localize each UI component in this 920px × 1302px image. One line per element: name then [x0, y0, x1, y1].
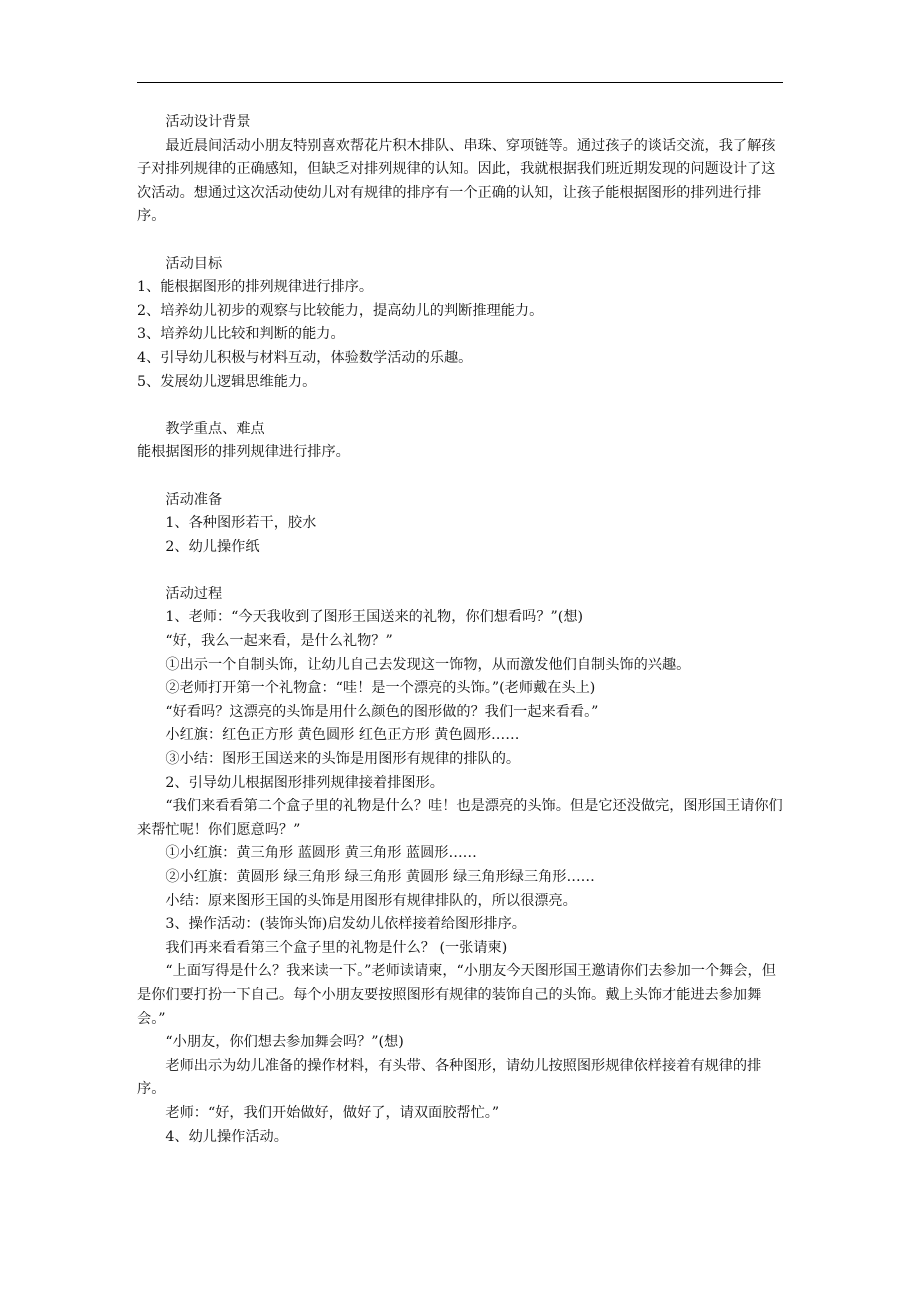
document-body	[137, 111, 783, 1149]
process-line: ①小红旗：黄三角形 蓝圆形 黄三角形 蓝圆形……	[165, 845, 477, 862]
process-line: 小红旗：红色正方形 黄色圆形 红色正方形 黄色圆形……	[165, 727, 520, 744]
section-heading-background: 活动设计背景	[165, 114, 251, 130]
process-line: ③小结：图形王国送来的头饰是用图形有规律的排队的。	[165, 751, 521, 768]
key-points-text: 能根据图形的排列规律进行排序。	[137, 444, 350, 461]
process-line: “好，我么一起来看，是什么礼物？”	[165, 633, 393, 650]
goal-item: 2、培养幼儿初步的观察与比较能力，提高幼儿的判断推理能力。	[137, 302, 544, 319]
section-heading-key-points: 教学重点、难点	[165, 420, 265, 437]
process-line: 2、引导幼儿根据图形排列规律接着排图形。	[165, 774, 444, 791]
process-line: “上面写得是什么？我来读一下。”老师读请柬，“小朋友今天图形国王邀请你们去参加一个舞会，但是你们要打扮一下自己。每个小朋友要按照图形有规律的装饰自己的头饰。戴上头饰才能进去参加舞会。”	[137, 963, 776, 1027]
process-line: “好看吗？这漂亮的头饰是用什么颜色的图形做的？我们一起来看看。”	[165, 703, 599, 720]
process-line: “我们来看看第二个盒子里的礼物是什么？哇！也是漂亮的头饰。但是它还没做完，图形国王请你们来帮忙呢！你们愿意吗？”	[137, 798, 783, 838]
process-line: 3、操作活动：(装饰头饰)启发幼儿依样接着给图形排序。	[165, 916, 526, 933]
background-paragraph: 最近晨间活动小朋友特别喜欢帮花片积木排队、串珠、穿项链等。通过孩子的谈话交流，我了解孩子对排列规律的正确感知，但缺乏对排列规律的认知。因此，我就根据我们班近期发现的问题设计了这次活动。想通过这次活动使幼儿对有规律的排序有一个正确的认知，让孩子能根据图形的排列进行排序。	[137, 137, 776, 225]
section-heading-preparation: 活动准备	[165, 491, 223, 508]
goal-item: 3、培养幼儿比较和判断的能力。	[137, 326, 345, 343]
process-line: 我们再来看看第三个盒子里的礼物是什么？ (一张请柬)	[165, 939, 508, 956]
process-line: ②小红旗：黄圆形 绿三角形 绿三角形 黄圆形 绿三角形绿三角形……	[165, 869, 595, 885]
prep-item: 1、各种图形若干，胶水	[165, 515, 317, 532]
prep-item: 2、幼儿操作纸	[165, 538, 260, 555]
process-line: ①出示一个自制头饰，让幼儿自己去发现这一饰物，从而激发他们自制头饰的兴趣。	[165, 656, 691, 673]
section-heading-goals: 活动目标	[165, 255, 223, 272]
goal-item: 1、能根据图形的排列规律进行排序。	[137, 279, 374, 296]
process-line: 4、幼儿操作活动。	[165, 1128, 288, 1145]
goal-item: 4、引导幼儿积极与材料互动，体验数学活动的乐趣。	[137, 349, 473, 366]
process-line: 老师：“好，我们开始做好，做好了，请双面胶帮忙。”	[165, 1104, 500, 1121]
header-rule	[137, 82, 783, 83]
goal-item: 5、发展幼儿逻辑思维能力。	[137, 373, 317, 390]
process-line: ②老师打开第一个礼物盒：“哇！是一个漂亮的头饰。”(老师戴在头上)	[165, 680, 596, 697]
process-line: 1、老师：“今天我收到了图形王国送来的礼物，你们想看吗？”(想)	[165, 609, 584, 626]
process-line: 小结：原来图形王国的头饰是用图形有规律排队的，所以很漂亮。	[165, 892, 577, 909]
section-heading-process: 活动过程	[165, 585, 223, 602]
process-line: “小朋友，你们想去参加舞会吗？”(想)	[165, 1034, 404, 1051]
process-line: 老师出示为幼儿准备的操作材料，有头带、各种图形，请幼儿按照图形规律依样接着有规律的排序。	[137, 1057, 762, 1098]
